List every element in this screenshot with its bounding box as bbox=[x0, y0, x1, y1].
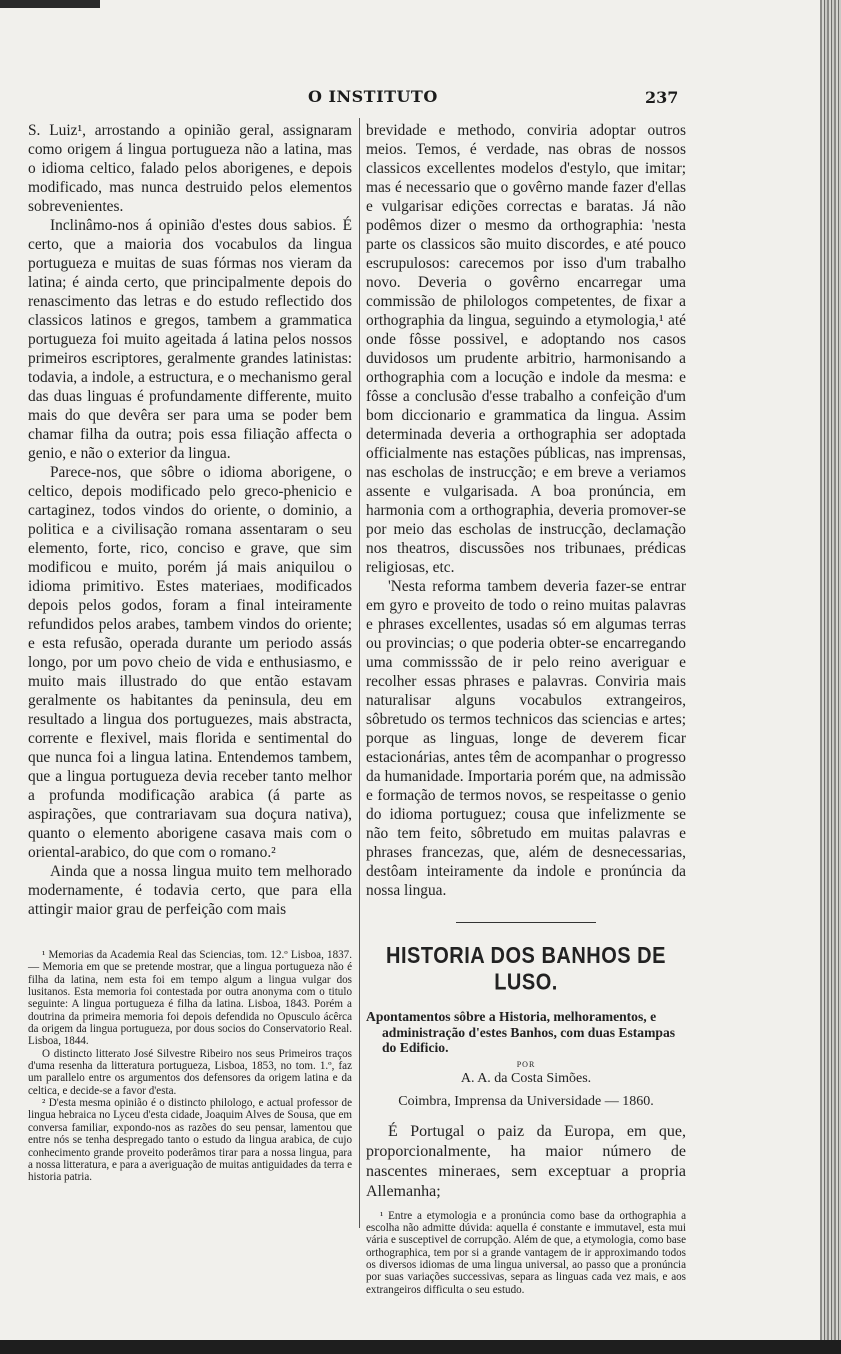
byline: POR bbox=[516, 1059, 536, 1069]
left-body-text bbox=[28, 121, 352, 919]
paragraph: É Portugal o paiz da Europa, em que, proporcionalmente, ha maior número de nascentes mineraes, sem exceptuar a propria Allemanha; bbox=[366, 1122, 686, 1200]
left-footnotes bbox=[28, 949, 352, 1184]
right-body-text bbox=[366, 121, 686, 900]
section-title: HISTORIA DOS BANHOS DE LUSO. bbox=[386, 943, 666, 996]
footnote: O distincto litterato José Silvestre Ribeiro nos seus Primeiros traços d'uma resenha da litteratura portugueza, Lisboa, 1853, no tom. 1.º, faz um parallelo entre os argumentos dos defensores da origem latina e da celtica, e decide-se a favor d'esta. bbox=[28, 1047, 352, 1097]
page-number: 237 bbox=[645, 88, 679, 107]
section-divider bbox=[456, 922, 596, 923]
paragraph: 'Nesta reforma tambem deveria fazer-se entrar em gyro e proveito de todo o reino muitas palavras e phrases excellentes, usadas só em algumas terras ou provincias; o que poderia obter-se encarregando uma commisssão de ir pelo reino averiguar e recolher essas phrases e palavras. Conviria mais naturalisar alguns vocabulos extrangeiros, sôbretudo os termos technicos das sciencias e artes; porque as linguas, longe de deverem ficar estacionárias, antes têm de acompanhar o progresso da humanidade. Importaria porém que, na admissão e formação de termos novos, se respeitasse o genio do idioma portuguez; cousa que infelizmente se não tem feito, sôbretudo em muitas palavras e phrases francezas, que, além de desnecessarias, destôam inteiramente da indole e pronúncia da nossa lingua. bbox=[366, 578, 686, 899]
footnote: ¹ Entre a etymologia e a pronúncia como base da orthographia a escolha não admitte dúvida: aquella é constante e immutavel, esta mui vária e susceptivel de corrupção. Além de que, a etymologia, como base orthographica, tem por si a grande vantagem de ir approximando todos os diversos idiomas de uma lingua universal, ao passo que a pronúncia por suas variações successivas, separa as linguas cada vez mais, e aos extrangeiros difficulta o seu estudo. bbox=[366, 1209, 686, 1296]
author: A. A. da Costa Simões. bbox=[460, 1070, 592, 1086]
review-body bbox=[366, 1122, 686, 1202]
left-column bbox=[28, 121, 352, 1184]
right-column bbox=[366, 121, 686, 1296]
scan-edge-bottom bbox=[0, 1340, 841, 1354]
scan-edge-right bbox=[820, 0, 841, 1354]
review-title: Apontamentos sôbre a Historia, melhoramentos, e administração d'estes Banhos, com duas Estampas do Edificio. bbox=[366, 1009, 676, 1055]
column-divider bbox=[359, 118, 360, 1228]
paragraph: Parece-nos, que sôbre o idioma aborigene, o celtico, depois modificado pelo greco-phenicio e cartaginez, todos vindos do oriente, o dominio, a politica e a civilisação romana assentaram o seu elemento, forte, rico, conciso e grave, que sim modificou e muito, porém já mais aniquilou o idioma primitivo. Estes materiaes, modificados depois pelos godos, foram a final inteiramente refundidos pelos arabes, tambem vindos do oriente; e esta refusão, operada durante um periodo assás longo, por um povo cheio de vida e enthusiasmo, e muito mais illustrado do que então estavam geralmente os habitantes da peninsula, deu em resultado a lingua dos portuguezes, mais abstracta, corrente e flexivel, mais florida e sentimental do que nunca foi a lingua latina. Entendemos tambem, que a lingua portugueza devia receber tanto melhor a profunda modificação arabica (á parte as aspirações, que contrariavam sua doçura nativa), quanto o elemento aborigene casava mais com o oriental-arabico, do que com o romano.² bbox=[28, 464, 352, 861]
footnote: ² D'esta mesma opinião é o distincto philologo, e actual professor de lingua hebraica no Lyceu d'esta cidade, Joaquim Alves de Sousa, que em conversa familiar, expondo-nos as razões do seu pensar, lamentou que entre nós se tenha despregado tanto o estudo da lingua arabica, de cujo conhecimento grande proveito poderâmos tirar para a nossa lingua, para a nossa litteratura, e para a averiguação de muitas antiguidades da terra e historia patria. bbox=[28, 1097, 352, 1184]
running-head: O INSTITUTO bbox=[308, 87, 438, 106]
right-footnotes bbox=[366, 1210, 686, 1296]
paragraph: Inclinâmo-nos á opinião d'estes dous sabios. É certo, que a maioria dos vocabulos da lingua portugueza e muitas de suas fórmas nos vieram da latina; é ainda certo, que principalmente depois do renascimento das letras e do estudo reflectido dos classicos latinos e gregos, tambem a grammatica portugueza foi muito ageitada á latina pelos nossos primeiros escriptores, geralmente grandes latinistas: todavia, a indole, a estructura, e o mechanismo geral das duas linguas é profundamente differente, muito mais do que devêra ser para uma se poder bem chamar filha da outra; pois essa filiação affecta o genio, e não o exterior da lingua. bbox=[28, 217, 352, 462]
paragraph: Ainda que a nossa lingua muito tem melhorado modernamente, é todavia certo, que para ella attingir maior grau de perfeição com mais bbox=[28, 863, 352, 918]
scan-edge-top bbox=[0, 0, 100, 8]
footnote: ¹ Memorias da Academia Real das Sciencias, tom. 12.º Lisboa, 1837. — Memoria em que se pretende mostrar, que a lingua portugueza não é filha da latina, nem esta foi em tempo algum a lingua vulgar dos lusitanos. Esta memoria foi contestada por outra anonyma com o titulo seguinte: A lingua portugueza é filha da latina. Lisboa, 1843. Porém a doutrina da primeira memoria foi depois defendida no Opusculo ácêrca da origem da lingua portugueza, por dous socios do Conservatorio Real. Lisboa, 1844. bbox=[28, 949, 352, 1048]
paragraph: brevidade e methodo, conviria adoptar outros meios. Temos, é verdade, nas obras de nossos classicos excellentes modelos d'estylo, que imitar; mas é necessario que o govêrno mande fazer d'ellas e vulgarisar edições correctas e baratas. Já não podêmos dizer o mesmo da orthographia: 'nesta parte os classicos são muito discordes, e até pouco escrupulosos: carecemos por isso d'um trabalho novo. Deveria o govêrno encarregar uma commissão de philologos competentes, de fixar a orthographia da lingua, seguindo a etymologia,¹ até onde fôsse possivel, e adoptando nos casos duvidosos um prudente arbitrio, harmonisando a orthographia com a locução e indole da mesma: e fôsse a conclusão d'esse trabalho a confeição d'um bom diccionario e grammatica da lingua. Assim determinada deveria a orthographia ser adoptada officialmente nas estações públicas, nas imprensas, nas escholas de instrucção; e em breve a veriamos assente e vulgarisada. A boa pronúncia, em harmonia com a orthographia, deveria promover-se por meio das escholas de instrucção, declamação nos theatros, discussões nos tribunaes, prédicas religiosas, etc. bbox=[366, 122, 686, 576]
paragraph: S. Luiz¹, arrostando a opinião geral, assignaram como origem á lingua portugueza não a latina, mas o idioma celtico, falado pelos aborigenes, e depois modificado, mas nunca destruido pelos elementos sobrevenientes. bbox=[28, 122, 352, 215]
imprint: Coimbra, Imprensa da Universidade — 1860. bbox=[398, 1093, 654, 1109]
